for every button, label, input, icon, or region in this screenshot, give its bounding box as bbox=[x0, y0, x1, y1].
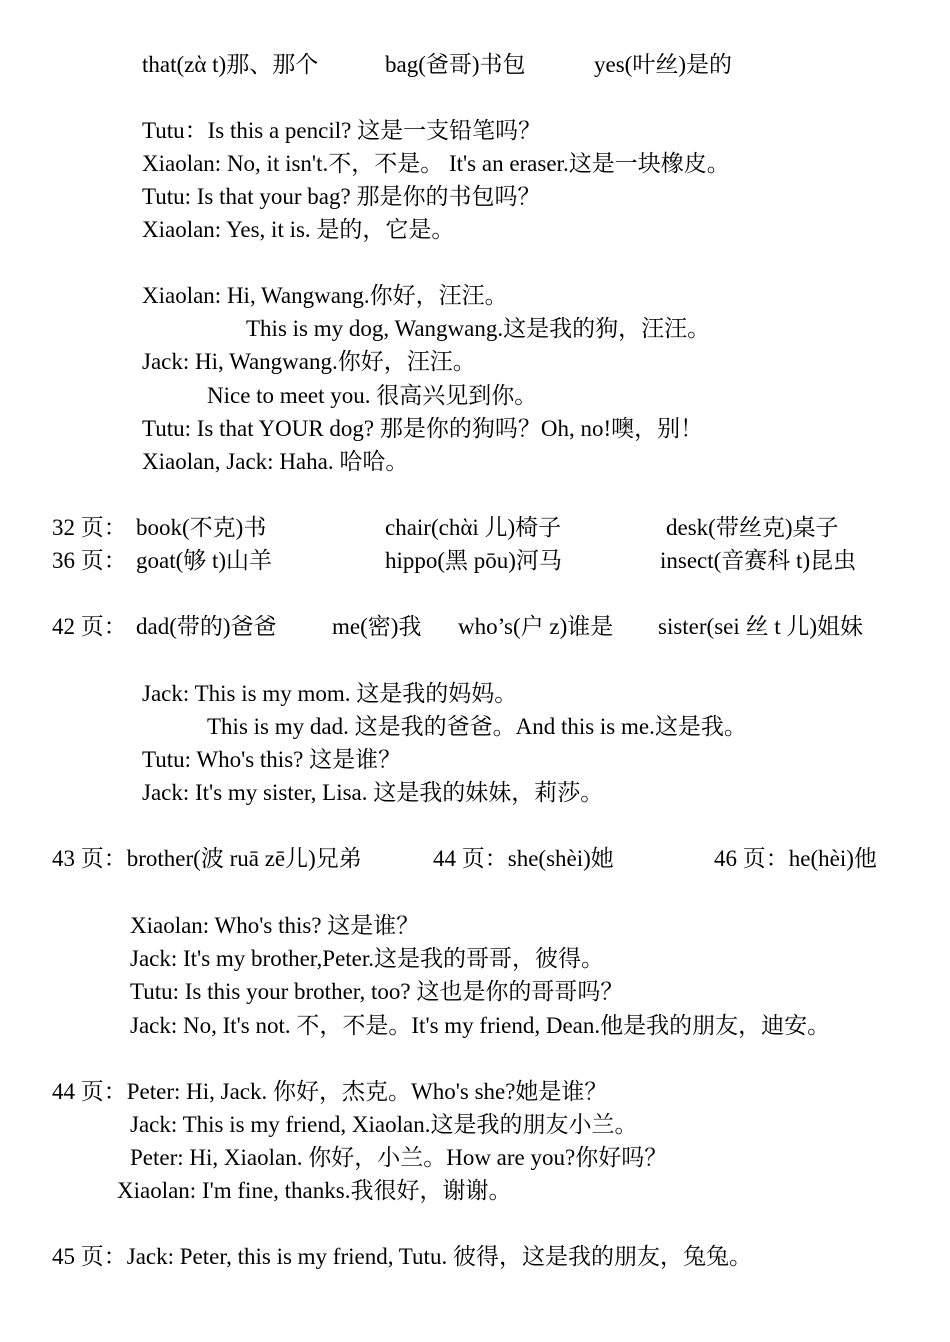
vocab-chair: chair(chὰi 儿)椅子 bbox=[385, 515, 562, 540]
vocab-he: 46 页：he(hèi)他 bbox=[714, 846, 877, 871]
dialog-line: This is my dog, Wangwang.这是我的狗，汪汪。 bbox=[246, 316, 711, 341]
dialog-line: Jack: This is my mom. 这是我的妈妈。 bbox=[142, 681, 518, 706]
page-label: 32 页： bbox=[52, 515, 127, 540]
vocab-that: that(zὰ t)那、那个 bbox=[142, 52, 319, 77]
dialog-line: Jack: This is my friend, Xiaolan.这是我的朋友小兰。 bbox=[130, 1112, 638, 1137]
dialog-line: Peter: Hi, Xiaolan. 你好，小兰。How are you?你好吗？ bbox=[130, 1145, 668, 1170]
dialog-line: Xiaolan, Jack: Haha. 哈哈。 bbox=[142, 449, 409, 474]
dialog-line: Jack: It's my brother,Peter.这是我的哥哥，彼得。 bbox=[130, 946, 605, 971]
dialog-line: Xiaolan: I'm fine, thanks.我很好，谢谢。 bbox=[117, 1178, 512, 1203]
vocab-whos: who’s(户 z)谁是 bbox=[458, 614, 614, 639]
vocab-sister: sister(sei 丝 t 儿)姐妹 bbox=[658, 614, 864, 639]
dialog-line: Tutu: Is that YOUR dog? 那是你的狗吗？Oh, no!噢，别！ bbox=[142, 416, 704, 441]
vocab-yes: yes(叶丝)是的 bbox=[594, 52, 732, 77]
page-label: 42 页： bbox=[52, 614, 127, 639]
dialog-line: Jack: No, It's not. 不，不是。It's my friend, Dean.他是我的朋友，迪安。 bbox=[130, 1013, 831, 1038]
dialog-line: Jack: Hi, Wangwang.你好，汪汪。 bbox=[142, 349, 476, 374]
vocab-desk: desk(带丝克)桌子 bbox=[666, 515, 839, 540]
vocab-hippo: hippo(黑 pōu)河马 bbox=[385, 548, 562, 573]
dialog-line: 44 页：Peter: Hi, Jack. 你好，杰克。Who's she?她是谁？ bbox=[52, 1079, 608, 1104]
dialog-line: Tutu: Is that your bag? 那是你的书包吗？ bbox=[142, 184, 541, 209]
vocab-me: me(密)我 bbox=[332, 614, 422, 639]
vocab-dad: dad(带的)爸爸 bbox=[136, 614, 277, 639]
vocab-goat: goat(够 t)山羊 bbox=[136, 548, 273, 573]
vocab-brother: 43 页：brother(波 ruā zē儿)兄弟 bbox=[52, 846, 362, 871]
dialog-line: Xiaolan: Yes, it is. 是的，它是。 bbox=[142, 217, 455, 242]
dialog-line: Tutu: Is this your brother, too? 这也是你的哥哥吗？ bbox=[130, 979, 624, 1004]
page-label: 36 页： bbox=[52, 548, 127, 573]
dialog-line: Tutu：Is this a pencil? 这是一支铅笔吗？ bbox=[142, 118, 542, 143]
vocab-she: 44 页：she(shèi)她 bbox=[433, 846, 614, 871]
dialog-line: Xiaolan: Hi, Wangwang.你好，汪汪。 bbox=[142, 283, 508, 308]
dialog-line: Jack: It's my sister, Lisa. 这是我的妹妹，莉莎。 bbox=[142, 780, 604, 805]
vocab-book: book(不克)书 bbox=[136, 515, 267, 540]
dialog-line: Nice to meet you. 很高兴见到你。 bbox=[207, 383, 538, 408]
vocab-bag: bag(爸哥)书包 bbox=[385, 52, 526, 77]
dialog-line: Tutu: Who's this? 这是谁？ bbox=[142, 747, 402, 772]
dialog-line: This is my dad. 这是我的爸爸。And this is me.这是我。 bbox=[207, 714, 747, 739]
dialog-line: 45 页：Jack: Peter, this is my friend, Tutu. 彼得，这是我的朋友，兔兔。 bbox=[52, 1244, 752, 1269]
vocab-insect: insect(音赛科 t)昆虫 bbox=[660, 548, 857, 573]
dialog-line: Xiaolan: No, it isn't.不，不是。 It's an eraser.这是一块橡皮。 bbox=[142, 151, 730, 176]
dialog-line: Xiaolan: Who's this? 这是谁？ bbox=[130, 913, 420, 938]
